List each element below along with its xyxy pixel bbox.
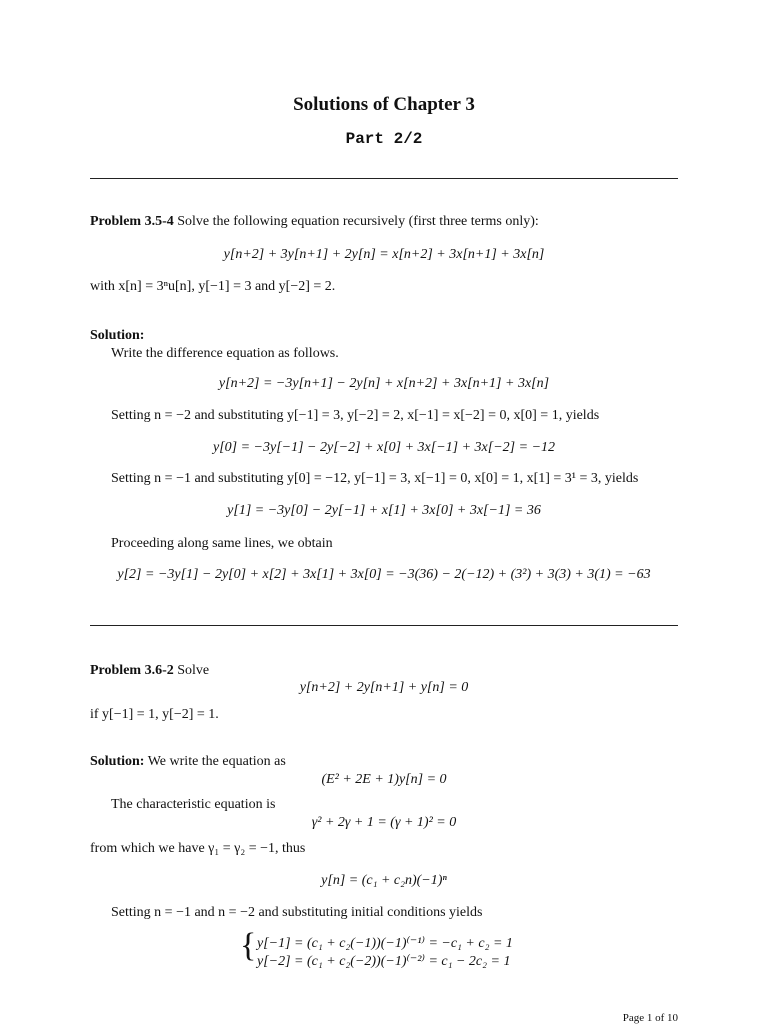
step-text: Write the difference equation as follows. — [111, 346, 339, 361]
step-equation: y[2] = −3y[1] − 2y[0] + x[2] + 3x[1] + 3x[0] = −3(36) − 2(−12) + (3²) + 3(3) + 3(1) = −63 — [117, 567, 651, 582]
operator-equation: (E² + 2E + 1)y[n] = 0 — [321, 772, 447, 787]
step-text: The characteristic equation is — [111, 797, 276, 812]
problem-statement — [90, 213, 539, 231]
step-text: from which we have γ₁ = γ₂ = −1, thus — [90, 841, 306, 856]
problem-text: Solve — [177, 663, 210, 678]
problem-conditions: if y[−1] = 1, y[−2] = 1. — [90, 707, 219, 722]
divider — [90, 178, 678, 179]
problem-text: Solve the following equation recursively (first three terms only): — [177, 214, 539, 229]
general-solution: y[n] = (c₁ + c₂n)(−1)ⁿ — [321, 873, 447, 888]
divider — [90, 625, 678, 626]
page-subtitle: Part 2/2 — [345, 130, 423, 148]
problem-equation: y[n+2] + 3y[n+1] + 2y[n] = x[n+2] + 3x[n+1] + 3x[n] — [223, 247, 545, 262]
problem-label: Problem 3.5-4 — [90, 214, 174, 229]
step-equation: y[0] = −3y[−1] − 2y[−2] + x[0] + 3x[−1] + 3x[−2] = −12 — [212, 440, 556, 455]
page-title: Solutions of Chapter 3 — [293, 94, 475, 115]
problem-label: Problem 3.6-2 — [90, 663, 174, 678]
solution-intro — [90, 753, 286, 771]
left-brace: { — [240, 927, 257, 964]
problem-statement — [90, 662, 209, 680]
step-text: Setting n = −2 and substituting y[−1] = 3, y[−2] = 2, x[−1] = x[−2] = 0, x[0] = 1, yields — [111, 408, 600, 423]
step-text: Setting n = −1 and n = −2 and substituting initial conditions yields — [111, 905, 483, 920]
page-number: Page 1 of 10 — [622, 1012, 678, 1024]
solution-label: Solution: — [90, 328, 145, 343]
system-equation: y[−2] = (c₁ + c₂(−2))(−1)⁽⁻²⁾ = c₁ − 2c₂ = 1 — [257, 954, 511, 969]
problem-conditions: with x[n] = 3ⁿu[n], y[−1] = 3 and y[−2] = 2. — [90, 279, 336, 294]
step-text: Proceeding along same lines, we obtain — [111, 536, 333, 551]
step-equation: y[n+2] = −3y[n+1] − 2y[n] + x[n+2] + 3x[n+1] + 3x[n] — [218, 376, 550, 391]
solution-heading — [90, 327, 144, 345]
step-equation: y[1] = −3y[0] − 2y[−1] + x[1] + 3x[0] + 3x[−1] = 36 — [227, 503, 541, 518]
step-text: Setting n = −1 and substituting y[0] = −12, y[−1] = 3, x[−1] = 0, x[0] = 1, x[1] = 3¹ = 3, yields — [111, 471, 639, 486]
characteristic-equation: γ² + 2γ + 1 = (γ + 1)² = 0 — [311, 815, 457, 830]
solution-text: We write the equation as — [147, 754, 286, 769]
solution-label: Solution: — [90, 754, 145, 769]
system-equation: y[−1] = (c₁ + c₂(−1))(−1)⁽⁻¹⁾ = −c₁ + c₂ = 1 — [257, 936, 513, 951]
problem-equation: y[n+2] + 2y[n+1] + y[n] = 0 — [299, 680, 469, 695]
